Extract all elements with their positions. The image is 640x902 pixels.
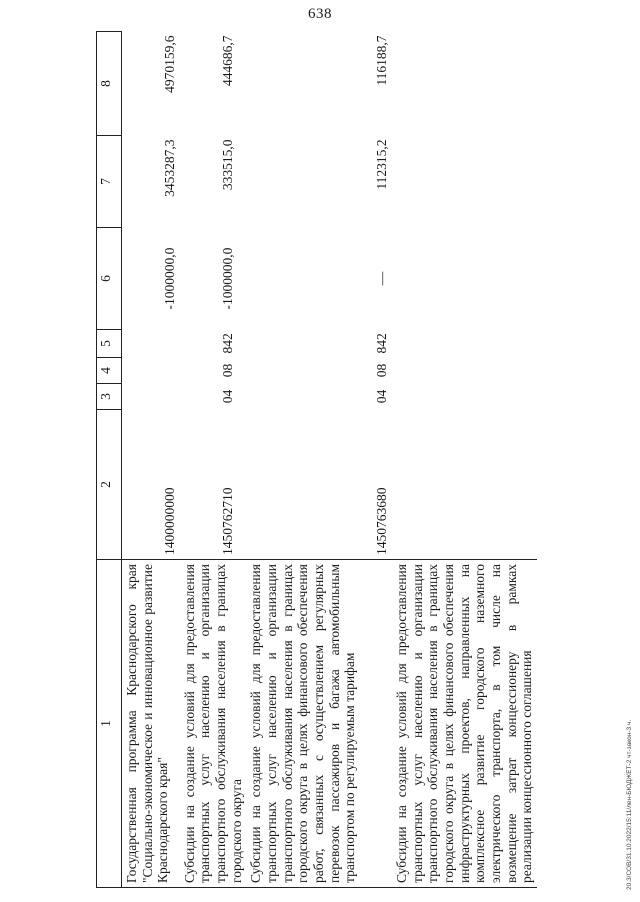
row-col6-value — [392, 228, 537, 330]
row-expense-type: 842 — [219, 333, 235, 354]
row-expense-type — [392, 330, 537, 358]
header-col-4: 4 — [97, 358, 122, 384]
row-target-code: 1450763680 — [374, 487, 390, 555]
row-section: 04 — [219, 389, 235, 404]
row-expense-type — [122, 330, 180, 358]
row-col8-value — [392, 32, 537, 136]
row-col7-value: 112315,2 — [374, 139, 390, 190]
row-col6-value: -1000000,0 — [219, 247, 235, 310]
header-col-8: 8 — [97, 32, 122, 136]
row-description: Государственная программа Краснодарского края "Социально-экономическое и инновационное развитие Краснодарского края" — [122, 560, 180, 888]
row-col8-value: 116188,7 — [374, 35, 390, 86]
row-section: 04 — [374, 389, 390, 404]
table-row — [246, 32, 392, 888]
row-subsection — [392, 358, 537, 384]
table-row — [180, 32, 247, 888]
row-description: Субсидии на создание условий для предоставления транспортных услуг населению и организации транспортного обслуживания населения в границах городского округа в целях финансового обеспечения инфраструктурных проектов, направленных на комплексное развитие городского наземного электрического транспорта, в том числе на возмещение затрат концессионеру в рамках реализации концессионного соглашения — [392, 560, 537, 888]
row-description: Субсидии на создание условий для предоставления транспортных услуг населению и организации транспортного обслуживания населения в границах городского округа в целях финансового обеспечения работ, связанных с осуществлением регулярных перевозок пассажиров и багажа автомобильным транспортом по регулируемым тарифам — [246, 560, 392, 888]
budget-table — [96, 31, 537, 888]
row-col7-value: 333515,0 — [219, 139, 235, 191]
row-col8-value: 4970159,6 — [162, 35, 177, 93]
header-col-3: 3 — [97, 384, 122, 410]
header-col-7: 7 — [97, 136, 122, 228]
row-col8-value: 444686,7 — [219, 35, 235, 87]
row-col7-value — [392, 136, 537, 228]
row-description: Субсидии на создание условий для предоставления транспортных услуг населению и организации транспортного обслуживания населения в границах городского округа — [180, 560, 247, 888]
header-row — [97, 32, 122, 888]
rotated-table-container — [96, 32, 616, 888]
header-col-6: 6 — [97, 228, 122, 330]
document-stamp: 20.3/СОВ/31.10.2022/15:11/лен-БЮДЖЕТ-2 чт-закон-3 ч. — [626, 719, 633, 890]
row-target-code: 1400000000 — [162, 487, 177, 555]
row-subsection — [122, 358, 180, 384]
header-col-1: 1 — [97, 560, 122, 888]
row-expense-type: 842 — [374, 333, 390, 354]
row-col7-value: 3453287,3 — [162, 139, 177, 197]
table-row — [122, 32, 180, 888]
row-col6-value: -1000000,0 — [162, 247, 177, 310]
row-target-code — [392, 410, 537, 560]
row-section — [392, 384, 537, 410]
row-subsection: 08 — [374, 363, 390, 378]
table-row — [392, 32, 537, 888]
row-subsection: 08 — [219, 363, 235, 378]
row-col6-value: — — [374, 271, 390, 286]
row-target-code: 1450762710 — [219, 487, 235, 555]
header-col-5: 5 — [97, 330, 122, 358]
header-col-2: 2 — [97, 410, 122, 560]
row-section — [122, 384, 180, 410]
page-number: 638 — [308, 6, 332, 22]
